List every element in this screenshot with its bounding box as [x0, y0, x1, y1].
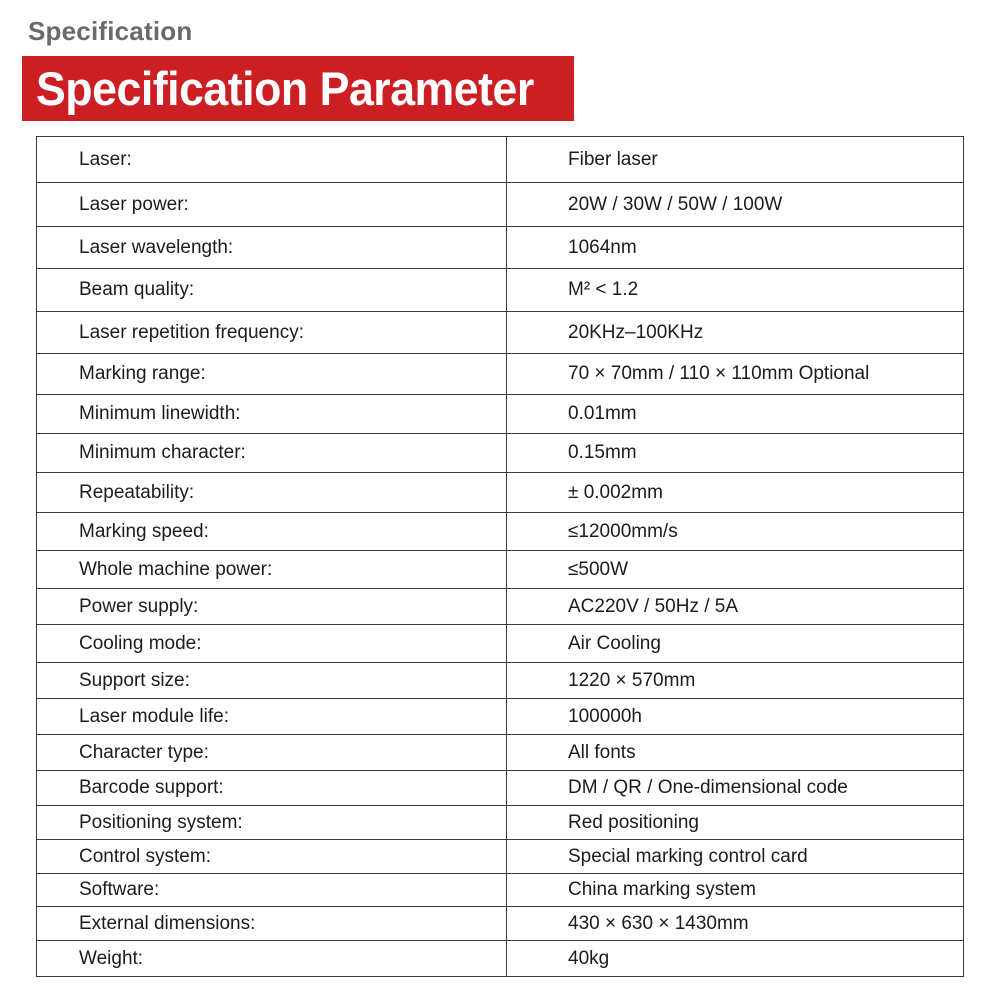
spec-label: Support size:: [37, 663, 507, 699]
table-row: [37, 395, 964, 434]
spec-label: Marking speed:: [37, 513, 507, 551]
spec-label: Software:: [37, 874, 507, 907]
table-row: [37, 183, 964, 227]
spec-label: Marking range:: [37, 354, 507, 395]
spec-value: M² < 1.2: [507, 269, 964, 312]
spec-value: 70 × 70mm / 110 × 110mm Optional: [507, 354, 964, 395]
spec-value: AC220V / 50Hz / 5A: [507, 589, 964, 625]
spec-value: ≤500W: [507, 551, 964, 589]
spec-label: Character type:: [37, 735, 507, 771]
table-row: [37, 269, 964, 312]
spec-label: Laser wavelength:: [37, 227, 507, 269]
section-label: Specification: [28, 16, 193, 46]
spec-value: China marking system: [507, 874, 964, 907]
table-row: [37, 434, 964, 473]
spec-label: Minimum linewidth:: [37, 395, 507, 434]
spec-value: Air Cooling: [507, 625, 964, 663]
table-row: [37, 907, 964, 941]
table-row: [37, 227, 964, 269]
table-row: [37, 513, 964, 551]
spec-value: 40kg: [507, 941, 964, 977]
spec-label: Cooling mode:: [37, 625, 507, 663]
table-row: [37, 551, 964, 589]
spec-value: DM / QR / One-dimensional code: [507, 771, 964, 806]
spec-label: Weight:: [37, 941, 507, 977]
spec-label: Minimum character:: [37, 434, 507, 473]
spec-value: 1064nm: [507, 227, 964, 269]
table-row: [37, 806, 964, 840]
table-row: [37, 663, 964, 699]
spec-table: [36, 136, 964, 977]
spec-value: 1220 × 570mm: [507, 663, 964, 699]
spec-label: Laser power:: [37, 183, 507, 227]
table-row: [37, 771, 964, 806]
table-row: [37, 699, 964, 735]
spec-value: Red positioning: [507, 806, 964, 840]
spec-label: Control system:: [37, 840, 507, 874]
spec-label: Whole machine power:: [37, 551, 507, 589]
table-row: [37, 941, 964, 977]
table-row: [37, 840, 964, 874]
spec-value: 430 × 630 × 1430mm: [507, 907, 964, 941]
spec-label: Laser repetition frequency:: [37, 312, 507, 354]
spec-value: Fiber laser: [507, 137, 964, 183]
table-row: [37, 312, 964, 354]
spec-value: Special marking control card: [507, 840, 964, 874]
table-row: [37, 354, 964, 395]
spec-value: ≤12000mm/s: [507, 513, 964, 551]
spec-label: Beam quality:: [37, 269, 507, 312]
spec-label: Barcode support:: [37, 771, 507, 806]
spec-label: Power supply:: [37, 589, 507, 625]
spec-value: 0.15mm: [507, 434, 964, 473]
spec-value: ± 0.002mm: [507, 473, 964, 513]
spec-label: External dimensions:: [37, 907, 507, 941]
table-row: [37, 589, 964, 625]
title-banner: [22, 56, 574, 121]
banner-title: Specification Parameter: [36, 62, 534, 115]
spec-label: Repeatability:: [37, 473, 507, 513]
table-row: [37, 625, 964, 663]
spec-value: 100000h: [507, 699, 964, 735]
spec-label: Positioning system:: [37, 806, 507, 840]
spec-label: Laser module life:: [37, 699, 507, 735]
table-row: [37, 735, 964, 771]
spec-value: 20KHz–100KHz: [507, 312, 964, 354]
spec-value: 20W / 30W / 50W / 100W: [507, 183, 964, 227]
table-row: [37, 874, 964, 907]
spec-label: Laser:: [37, 137, 507, 183]
spec-value: 0.01mm: [507, 395, 964, 434]
spec-value: All fonts: [507, 735, 964, 771]
table-row: [37, 137, 964, 183]
table-row: [37, 473, 964, 513]
